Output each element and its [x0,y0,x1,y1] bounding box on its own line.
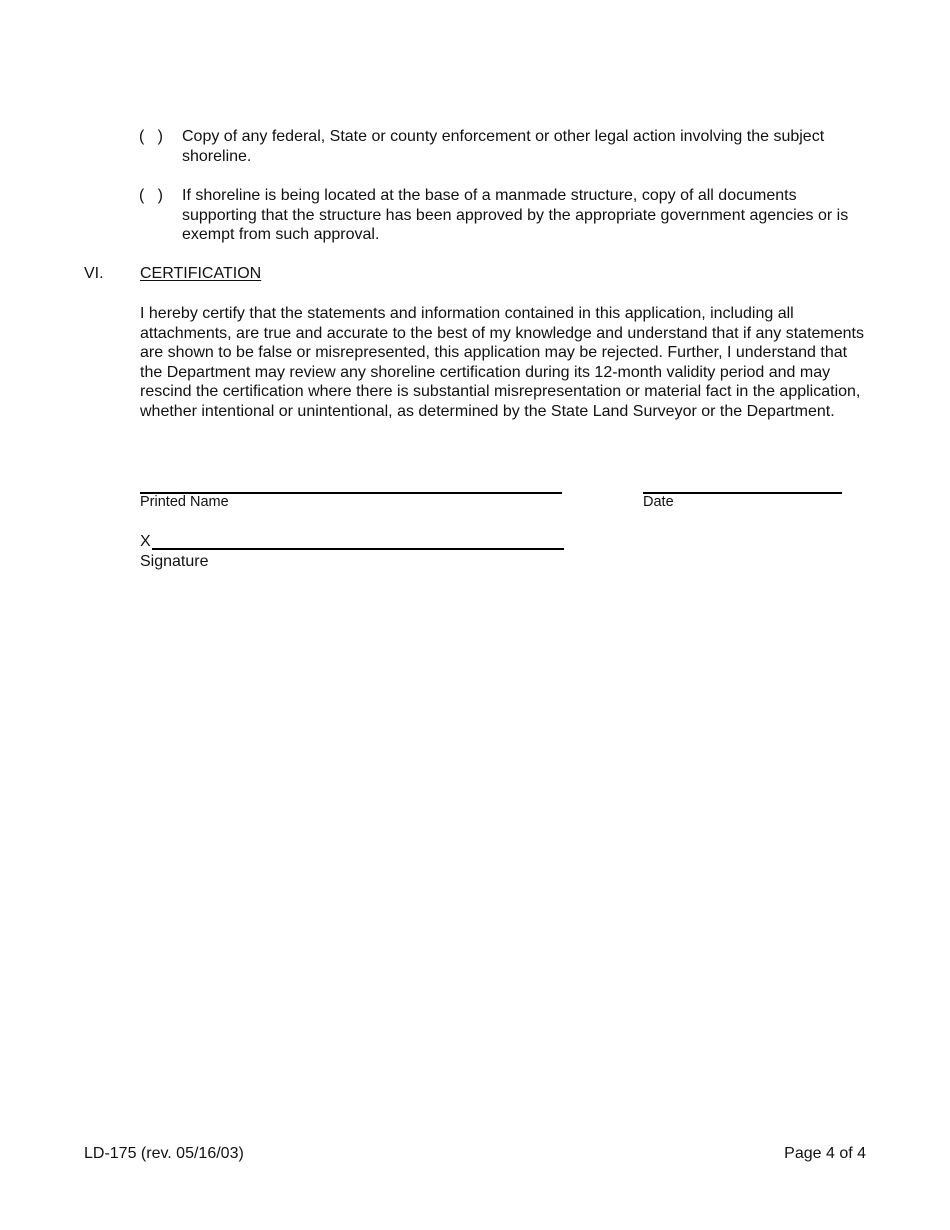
attachment-checkbox[interactable]: ( ) [139,128,163,145]
form-number: LD-175 (rev. 05/16/03) [84,1145,244,1162]
printed-name-label: Printed Name [140,494,229,510]
certification-statement: I hereby certify that the statements and information contained in this application, including all attachments, are true and accurate to the best of my knowledge and understand that if any statements are shown to be false or misrepresented, this application may be rejected. Further, I understand that the Department may review any shoreline certification during its 12-month validity period and may rescind the certification where there is substantial misrepresentation or material fact in the application, whether intentional or unintentional, as determined by the State Land Surveyor or the Department. [140,305,864,420]
signature-label: Signature [140,553,209,570]
section-heading: CERTIFICATION [140,265,262,282]
attachment-item-legal-action: Copy of any federal, State or county enforcement or other legal action involving the subject shoreline. [182,128,825,165]
date-label: Date [643,494,674,510]
page-number: Page 4 of 4 [784,1145,866,1162]
section-number: VI. [84,265,104,282]
signature-field[interactable] [152,548,564,550]
signature-mark: X [140,533,151,550]
attachment-checkbox[interactable]: ( ) [139,187,163,204]
attachment-item-manmade-structure: If shoreline is being located at the base of a manmade structure, copy of all documents supporting that the structure has been approved by the appropriate government agencies or is exempt from such approval. [182,187,849,244]
